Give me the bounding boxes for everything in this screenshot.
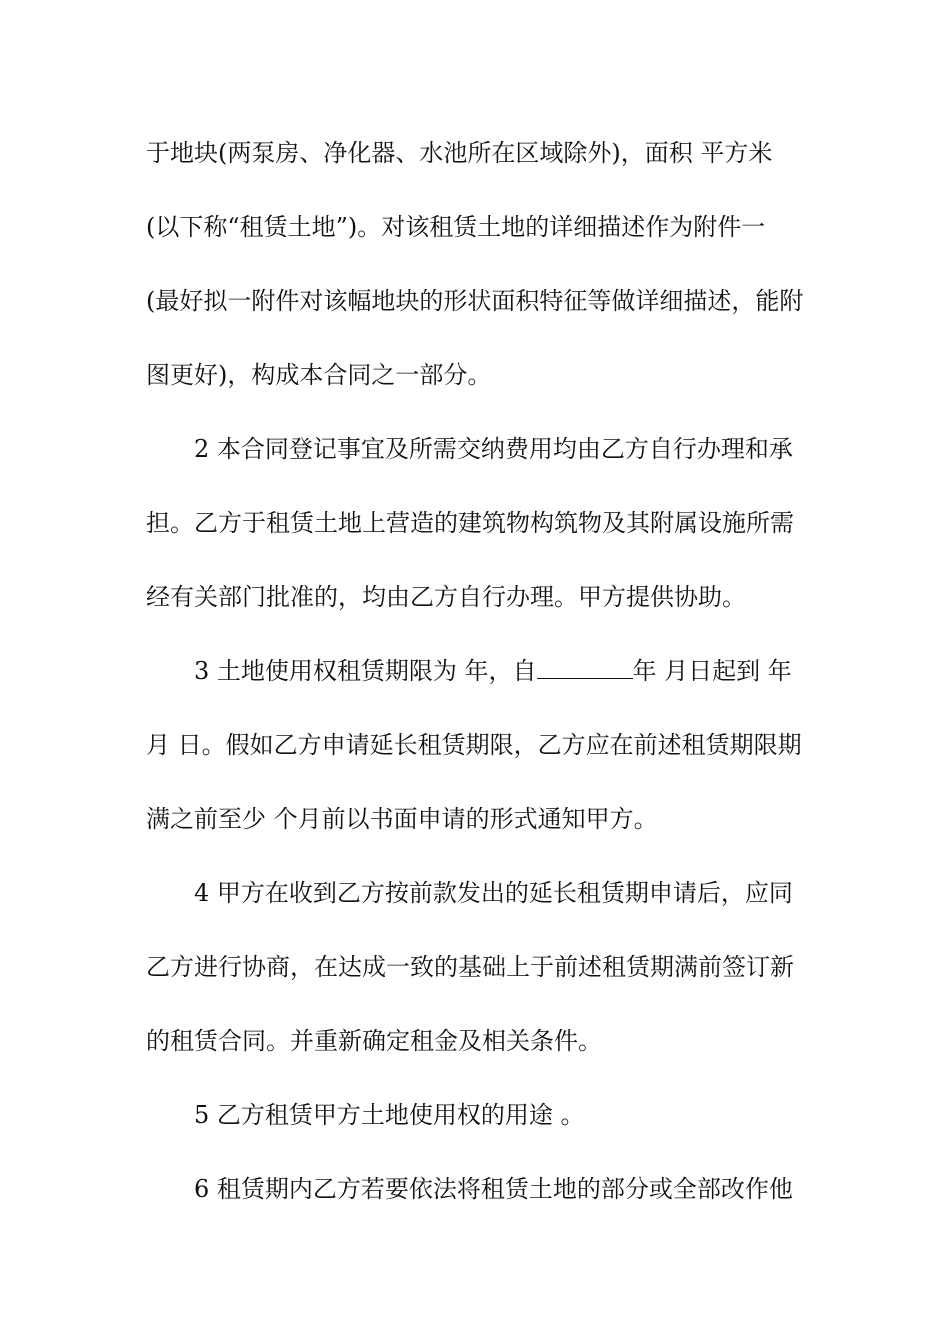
paragraph-line: 乙方进行协商，在达成一致的基础上于前述租赁期满前签订新 [146, 953, 794, 981]
paragraph-line: 5 乙方租赁甲方土地使用权的用途 。 [194, 1101, 585, 1129]
paragraph-line: 经有关部门批准的，均由乙方自行办理。甲方提供协助。 [146, 583, 746, 611]
paragraph-line: 6 租赁期内乙方若要依法将租赁土地的部分或全部改作他 [194, 1175, 793, 1203]
paragraph-line: 4 甲方在收到乙方按前款发出的延长租赁期申请后，应同 [194, 879, 793, 907]
paragraph-line: (最好拟一附件对该幅地块的形状面积特征等做详细描述，能附 [146, 287, 804, 315]
paragraph-line-clause-3 [194, 655, 810, 687]
paragraph-line: 的租赁合同。并重新确定租金及相关条件。 [146, 1027, 602, 1055]
paragraph-line: 担。乙方于租赁土地上营造的建筑物构筑物及其附属设施所需 [146, 509, 794, 537]
paragraph-line: 2 本合同登记事宜及所需交纳费用均由乙方自行办理和承 [194, 435, 793, 463]
paragraph-line: 月 日。假如乙方申请延长租赁期限，乙方应在前述租赁期限期 [146, 731, 802, 759]
clause-3-text-start: 3 土地使用权租赁期限为 年，自 [194, 657, 537, 685]
paragraph-line: 于地块(两泵房、净化器、水池所在区域除外)，面积 平方米 [146, 139, 773, 167]
paragraph-line: 图更好)，构成本合同之一部分。 [146, 361, 492, 389]
paragraph-line: 满之前至少 个月前以书面申请的形式通知甲方。 [146, 805, 658, 833]
fill-in-blank-underline [537, 656, 633, 679]
paragraph-line: (以下称“租赁土地”)。对该租赁土地的详细描述作为附件一 [146, 213, 766, 241]
clause-3-text-end: 年 月日起到 年 [632, 657, 792, 685]
